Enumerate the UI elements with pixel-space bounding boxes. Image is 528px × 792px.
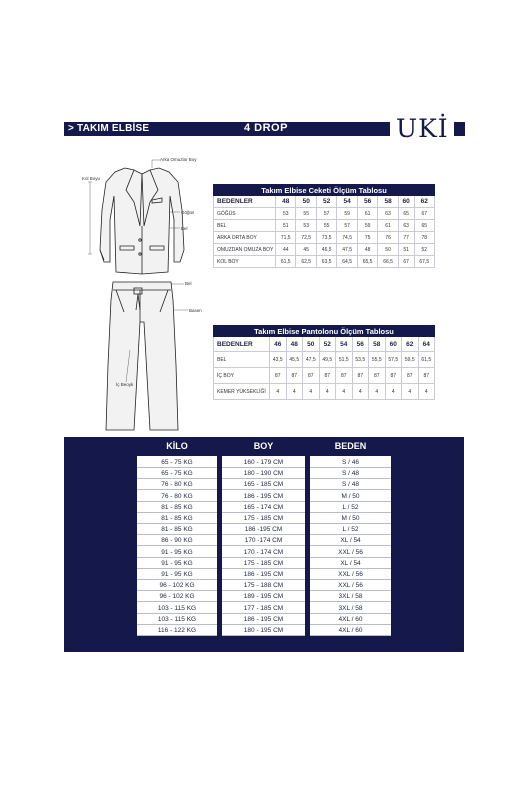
pants-size: 54 [336, 337, 353, 352]
cell: 63 [398, 220, 414, 232]
cell: 59,5 [402, 352, 419, 368]
row-label: BEL [214, 352, 270, 368]
logo-square [454, 122, 465, 136]
size-height-cell: 186 - 195 CM [222, 614, 305, 625]
cell: 43,5 [270, 352, 287, 368]
cell: 61,5 [276, 256, 296, 268]
cell: 67,5 [414, 256, 434, 268]
cell: 4 [385, 384, 402, 400]
cell: 44 [276, 244, 296, 256]
label-back-length: Arka Omuzlar Boy [160, 157, 197, 162]
table-row [214, 368, 435, 384]
cell: 55 [316, 220, 336, 232]
pants-size: 46 [270, 337, 287, 352]
table-row [214, 384, 435, 400]
cell: 87 [385, 368, 402, 384]
size-weight-cell: 96 - 102 KG [137, 591, 217, 602]
jacket-size: 60 [398, 196, 414, 208]
size-fit-cell: XL / 54 [310, 535, 391, 546]
jacket-size: 48 [276, 196, 296, 208]
size-weight-cell: 65 - 75 KG [137, 468, 217, 479]
cell: 61 [378, 220, 398, 232]
brand-logo: UKİ [396, 114, 449, 143]
size-height-cell: 160 - 179 CM [222, 457, 305, 468]
label-waist: Bel [181, 226, 188, 231]
cell: 4 [402, 384, 419, 400]
size-weight-cell: 86 - 90 KG [137, 535, 217, 546]
jacket-table-title: Takım Elbise Ceketi Ölçüm Tablosu [214, 185, 435, 196]
jacket-size: 54 [337, 196, 357, 208]
cell: 87 [286, 368, 303, 384]
jacket-size: 56 [357, 196, 377, 208]
cell: 57 [316, 208, 336, 220]
jacket-measurement-table [213, 184, 435, 268]
cell: 53 [296, 220, 316, 232]
cell: 77 [398, 232, 414, 244]
cell: 65 [414, 220, 434, 232]
cell: 66,5 [378, 256, 398, 268]
pants-size: 48 [286, 337, 303, 352]
size-chart-panel [64, 437, 464, 652]
cell: 47,5 [303, 352, 320, 368]
cell: 57 [337, 220, 357, 232]
size-header-beden: BEDEN [334, 441, 367, 451]
size-fit-cell: 4XL / 60 [310, 625, 391, 636]
cell: 4 [369, 384, 386, 400]
cell: 59 [337, 208, 357, 220]
cell: 87 [352, 368, 369, 384]
cell: 64,5 [337, 256, 357, 268]
cell: 50 [378, 244, 398, 256]
size-fit-cell: 3XL / 58 [310, 591, 391, 602]
table-row [214, 256, 435, 268]
size-fit-cell: L / 52 [310, 502, 391, 513]
jacket-size: 58 [378, 196, 398, 208]
pants-size: 56 [352, 337, 369, 352]
cell: 67 [414, 208, 434, 220]
cell: 53,5 [352, 352, 369, 368]
cell: 78 [414, 232, 434, 244]
cell: 55,5 [369, 352, 386, 368]
size-height-cell: 165 - 185 CM [222, 479, 305, 490]
cell: 73,5 [316, 232, 336, 244]
cell: 87 [336, 368, 353, 384]
cell: 74,5 [337, 232, 357, 244]
cell: 45,5 [286, 352, 303, 368]
size-weight-cell: 91 - 95 KG [137, 547, 217, 558]
size-fit-cell: S / 48 [310, 479, 391, 490]
pants-size: 62 [402, 337, 419, 352]
size-header-kilo: KİLO [166, 441, 188, 451]
size-height-cell: 170 - 174 CM [222, 547, 305, 558]
row-label: KEMER YÜKSEKLİĞİ [214, 384, 270, 400]
cell: 51 [398, 244, 414, 256]
row-label: KOL BOY [214, 256, 276, 268]
row-label: ARKA ORTA BOY [214, 232, 276, 244]
cell: 67 [398, 256, 414, 268]
size-weight-cell: 76 - 80 KG [137, 479, 217, 490]
pants-table-header-row [214, 337, 435, 352]
size-fit-cell: XL / 54 [310, 558, 391, 569]
table-row [214, 220, 435, 232]
jacket-table-header-row [214, 196, 435, 208]
size-fit-cell: M / 50 [310, 491, 391, 502]
size-height-cell: 186 - 195 CM [222, 569, 305, 580]
cell: 4 [303, 384, 320, 400]
cell: 51,5 [336, 352, 353, 368]
size-height-cell: 165 - 174 CM [222, 502, 305, 513]
size-fit-cell: L / 52 [310, 524, 391, 535]
size-weight-cell: 103 - 115 KG [137, 614, 217, 625]
pants-measurement-table [213, 325, 435, 400]
cell: 52 [414, 244, 434, 256]
row-label: GÖĞÜS [214, 208, 276, 220]
cell: 63 [378, 208, 398, 220]
size-fit-cell: XXL / 56 [310, 580, 391, 591]
size-weight-cell: 81 - 85 KG [137, 524, 217, 535]
size-height-cell: 180 - 190 CM [222, 468, 305, 479]
label-hip: Basen [189, 308, 202, 313]
table-row [214, 352, 435, 368]
cell: 65 [398, 208, 414, 220]
cell: 4 [336, 384, 353, 400]
row-label: OMUZDAN OMUZA BOY [214, 244, 276, 256]
size-weight-cell: 76 - 80 KG [137, 491, 217, 502]
cell: 55 [296, 208, 316, 220]
pants-table-title: Takım Elbise Pantolonu Ölçüm Tablosu [214, 326, 435, 337]
size-weight-cell: 65 - 75 KG [137, 457, 217, 468]
size-height-cell: 189 - 195 CM [222, 591, 305, 602]
jacket-table-title-row [214, 185, 435, 196]
cell: 61 [357, 208, 377, 220]
cell: 47,5 [337, 244, 357, 256]
jacket-size: 50 [296, 196, 316, 208]
jacket-size: 52 [316, 196, 336, 208]
drop-label: 4 DROP [244, 122, 288, 134]
cell: 46,5 [316, 244, 336, 256]
label-pants-waist: Bel [185, 281, 192, 286]
pants-size: 64 [418, 337, 435, 352]
size-fit-cell: S / 48 [310, 468, 391, 479]
table-row [214, 232, 435, 244]
cell: 4 [319, 384, 336, 400]
garment-illustration [80, 150, 210, 440]
pants-table-title-row [214, 326, 435, 337]
cell: 87 [402, 368, 419, 384]
cell: 61,5 [418, 352, 435, 368]
size-weight-cell: 103 - 115 KG [137, 603, 217, 614]
table-row [214, 244, 435, 256]
cell: 51 [276, 220, 296, 232]
size-fit-cell: M / 50 [310, 513, 391, 524]
size-fit-cell: 3XL / 58 [310, 603, 391, 614]
size-header-boy: BOY [253, 441, 274, 451]
cell: 62,5 [296, 256, 316, 268]
size-weight-cell: 81 - 85 KG [137, 502, 217, 513]
cell: 45 [296, 244, 316, 256]
pants-size: 52 [319, 337, 336, 352]
cell: 87 [319, 368, 336, 384]
row-label: BEL [214, 220, 276, 232]
header-bar [64, 122, 390, 136]
label-inseam: İç Beoyk [116, 382, 134, 387]
pants-size: 60 [385, 337, 402, 352]
cell: 4 [418, 384, 435, 400]
cell: 71,5 [276, 232, 296, 244]
size-height-cell: 177 - 185 CM [222, 603, 305, 614]
label-chest: Göğüs [181, 210, 195, 215]
cell: 87 [369, 368, 386, 384]
cell: 65,5 [357, 256, 377, 268]
cell: 48 [357, 244, 377, 256]
jacket-size: 62 [414, 196, 434, 208]
size-height-cell: 170 -174 CM [222, 535, 305, 546]
cell: 72,5 [296, 232, 316, 244]
cell: 49,5 [319, 352, 336, 368]
jacket-header-label: BEDENLER [214, 196, 276, 208]
cell: 4 [286, 384, 303, 400]
cell: 87 [303, 368, 320, 384]
section-label: > TAKIM ELBİSE [68, 123, 150, 134]
size-weight-cell: 91 - 95 KG [137, 569, 217, 580]
cell: 75 [357, 232, 377, 244]
size-weight-cell: 116 - 122 KG [137, 625, 217, 636]
size-height-cell: 175 - 188 CM [222, 580, 305, 591]
size-chart-columns [136, 439, 391, 639]
trousers-drawing [106, 282, 178, 430]
row-label: İÇ BOY [214, 368, 270, 384]
cell: 76 [378, 232, 398, 244]
size-height-cell: 186 -195 CM [222, 524, 305, 535]
size-height-cell: 175 - 185 CM [222, 558, 305, 569]
size-height-cell: 175 - 185 CM [222, 513, 305, 524]
label-sleeve-length: Kol Boyu [82, 176, 101, 181]
size-weight-cell: 96 - 102 KG [137, 580, 217, 591]
pants-header-label: BEDENLER [214, 337, 270, 352]
size-weight-cell: 81 - 85 KG [137, 513, 217, 524]
table-row [214, 208, 435, 220]
cell: 63,5 [316, 256, 336, 268]
size-fit-cell: XXL / 56 [310, 547, 391, 558]
cell: 57,5 [385, 352, 402, 368]
pants-size: 50 [303, 337, 320, 352]
size-fit-cell: 4XL / 60 [310, 614, 391, 625]
jacket-drawing [100, 168, 184, 274]
size-fit-cell: S / 46 [310, 457, 391, 468]
cell: 87 [270, 368, 287, 384]
size-height-cell: 180 - 195 CM [222, 625, 305, 636]
cell: 53 [276, 208, 296, 220]
cell: 4 [270, 384, 287, 400]
pants-size: 58 [369, 337, 386, 352]
size-weight-cell: 91 - 95 KG [137, 558, 217, 569]
cell: 87 [418, 368, 435, 384]
cell: 59 [357, 220, 377, 232]
cell: 4 [352, 384, 369, 400]
size-height-cell: 186 - 195 CM [222, 491, 305, 502]
size-fit-cell: XXL / 56 [310, 569, 391, 580]
suit-drawing [80, 150, 210, 440]
